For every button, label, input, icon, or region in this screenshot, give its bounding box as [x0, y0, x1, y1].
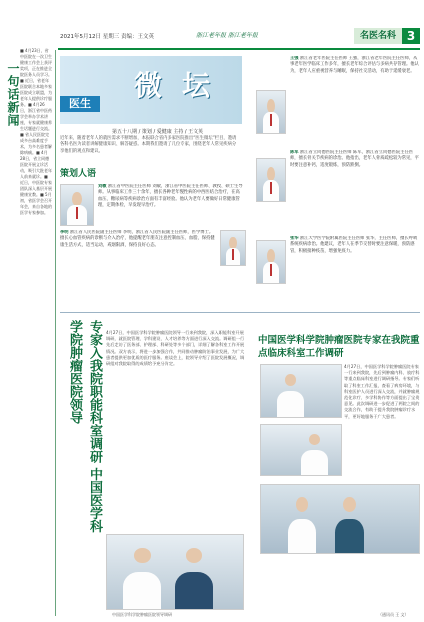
doctor-title: 浙江省老年医院主任医师	[299, 56, 348, 61]
doctor-photo	[256, 240, 286, 284]
doctor-bio-text: 李明，浙江省人民医院副主任医师，医学博士。擅长心血管疾病的诊断与介入治疗，他提醒老年朋友注意控制血压、血脂，保持健康生活方式，适当运动，戒烟限酒，保持良好心态。	[60, 230, 215, 248]
doctor-bio-text: 陈军，浙江省立同德医院主任医师，擅长骨关节疾病的诊治。他指出，老年人骨质疏松较为常见，平时要注意补钙，适度锻炼，预防跌倒。	[290, 150, 419, 168]
feature-photo	[106, 534, 244, 610]
doctor-photo	[256, 158, 286, 202]
header-rule	[58, 48, 420, 50]
feature-right-body: 4月27日，中国医学科学院肿瘤医院专家一行来到我院，先后到肿瘤内科、放疗科等重点临床科室进行调研指导。专家们听取了科室工作汇报，查看了病房环境，与科室医护人员进行深入交流，并就肿瘤规范化诊疗、多学科协作等方面提出了宝贵意见。此次调研进一步促进了两院之间的交流合作，有助于提升我院肿瘤诊疗水平，更好地服务于广大患者。	[344, 364, 420, 419]
feature-right-photo	[260, 364, 342, 418]
feature-right-photo	[260, 424, 342, 476]
masthead-logo: 浙江老年报 浙江老年报	[196, 32, 258, 39]
doctor-bio-text: 刘敏，浙江省中医院主任医师、教授、硕士生导师。从事临床工作三十余年，擅长各种老年慢性病的中西医结合治疗，在高血压、糖尿病等疾病诊治方面有丰富经验。他认为老年人要做好日常健康管理，定期体检，早发现早治疗。	[98, 184, 243, 208]
doctor-photo	[60, 184, 94, 226]
doctor-bio-text: 张华，主任医师，擅长呼吸系统疾病诊治。他建议，老年人在季节交替时要注意保暖，预防感冒，积极接种疫苗，增强免疫力。	[290, 236, 418, 254]
feature-headline: 专家入我院职能科室调研 中国医学科学院肿瘤医院领导	[67, 320, 102, 533]
banner-title: 微坛	[134, 69, 231, 102]
doctor-title: 浙江省立同德医院主任医师	[299, 150, 352, 155]
byline: （通讯员 王 文）	[378, 612, 409, 617]
news-brief-title: 一句话新闻	[6, 62, 20, 127]
page-header	[0, 28, 424, 48]
doctor-bio	[290, 236, 420, 304]
doctor-photo	[256, 90, 286, 134]
section-rule	[60, 312, 420, 313]
doctor-name: 陈军	[290, 150, 299, 155]
news-brief-text: ■ 4月23日，省中医院在一次卫生健康工作会上获评奖项，正在推进全院医务人员学习。■ 近日，省老年医院联合本地多家医院成立联盟，为老年人提供诊疗服务。■ 4月26日，浙江省中医药学会举办学术讲座，专家就健康养生话题进行交流。■ 省人民医院完成多台高难度手术，为多名患者解除病痛。■ 4月28日，省立同德医院开展义诊活动，吸引大批老年人前来就诊。■ 近日，中医院专家团队深入基层开展健康宣教。■ 5月初，省医学会召开年会，来自各地的医学专家参加。	[20, 48, 52, 215]
feature-banner	[60, 56, 242, 124]
section-label: 名医名科	[354, 28, 402, 44]
doctor-photo	[220, 230, 246, 266]
doctor-bio	[290, 150, 420, 230]
doctor-name: 李明	[60, 230, 69, 235]
issue-date: 2021年5月12日 星期三 责编：王文英	[60, 34, 154, 40]
feature-right-headline: 中国医学科学院肿瘤医院专家在我院重点临床科室工作调研	[258, 335, 420, 359]
intro-text: 近年来，随着老年人的就医需求不断增加，本报联合省内多家医院推出“医生微坛”栏目，邀请各科名医为读者讲解健康知识、解答疑惑。本期我们邀请了几位专家，围绕老年人常见疾病分享他们的观点和建议。	[60, 136, 237, 154]
doctor-bio	[290, 56, 420, 146]
doctor-bio-text: 王强，浙江省老年医院主任医师，从事老年医学临床工作多年，擅长老年综合评估与多病共存管理。他认为，老年人应重视营养与睡眠，保持社交活动，有助于延缓衰老。	[290, 56, 419, 74]
doctor-name: 刘敏	[98, 184, 107, 189]
feature-body: 4月27日，中国医学科学院肿瘤医院领导一行来到我院，深入职能科室开展调研，就医院管理、学科建设、人才培养等方面进行深入交流。调研组一行先后走访了医务部、护理部、科研处等多个部门，详细了解各科室工作开展情况。双方表示，将进一步加强合作，共同推动肿瘤防治事业发展，为广大患者提供更加优质的医疗服务。座谈会上，院领导介绍了医院发展概况，调研组对我院取得的成绩给予充分肯定。	[106, 330, 245, 367]
doctor-name: 张华	[290, 236, 299, 241]
news-brief-column	[0, 46, 54, 622]
banner-tag: 医生	[60, 96, 100, 112]
editor-note-heading: 策划人语	[60, 169, 97, 179]
photo-caption: 中国医学科学院肿瘤医院领导调研	[112, 612, 172, 617]
doctor-title: 浙江省中医院主任医师	[107, 184, 151, 189]
page-number: 3	[402, 28, 420, 44]
banner-caption: 第五十八期 / 策划 / 爱健康 主持 / 王文英	[112, 129, 204, 135]
feature-right-photo	[260, 484, 420, 554]
doctor-name: 王强	[290, 56, 299, 61]
column-divider	[55, 50, 56, 616]
doctor-title: 浙江大学医学院附属医院主任医师	[299, 236, 365, 241]
doctor-bio	[60, 230, 216, 270]
doctor-title: 浙江省人民医院副主任医师	[69, 230, 122, 235]
doctor-bio	[98, 184, 244, 224]
